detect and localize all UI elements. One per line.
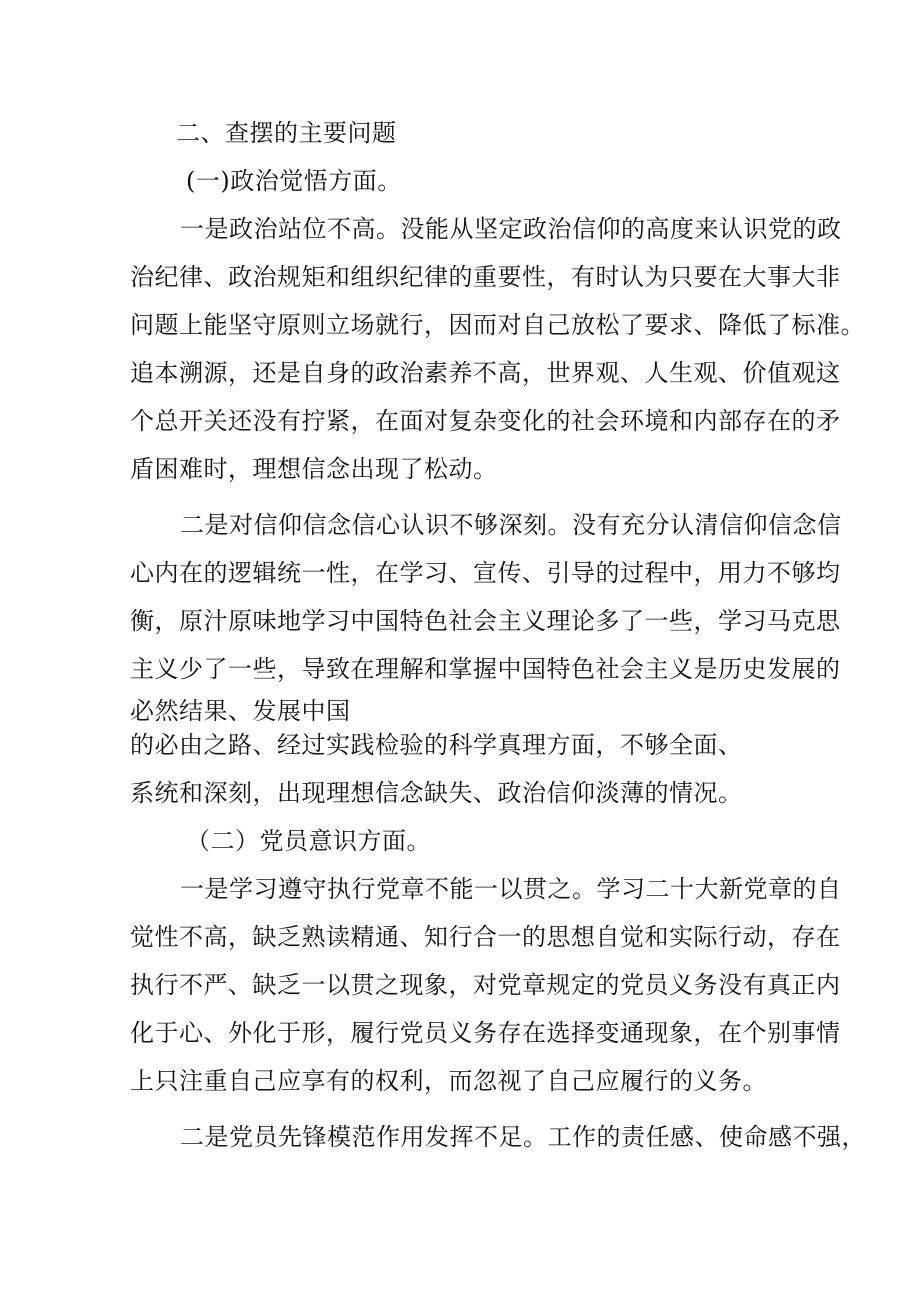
paragraph-line: 追本溯源，还是自身的政治素养不高，世界观、人生观、价值观这 xyxy=(130,359,841,387)
paragraph-line: 一是学习遵守执行党章不能一以贯之。学习二十大新党章的自 xyxy=(180,875,842,903)
paragraph-line: 治纪律、政治规矩和组织纪律的重要性，有时认为只要在大事大非 xyxy=(130,263,841,291)
paragraph-line: 上只注重自己应享有的权利，而忽视了自己应履行的义务。 xyxy=(130,1067,767,1095)
paragraph-line: 一是政治站位不高。没能从坚定政治信仰的高度来认识党的政 xyxy=(180,215,842,243)
paragraph-line: 执行不严、缺乏一以贯之现象，对党章规定的党员义务没有真正内 xyxy=(130,971,841,999)
paragraph-line: 衡，原汁原味地学习中国特色社会主义理论多了一些，学习马克思 xyxy=(130,607,841,635)
paragraph-line: 必然结果、发展中国 xyxy=(130,697,351,725)
paragraph-line: 化于心、外化于形，履行党员义务存在选择变通现象，在个别事情 xyxy=(130,1019,841,1047)
paragraph-line: 二是对信仰信念信心认识不够深刻。没有充分认清信仰信念信 xyxy=(180,511,842,539)
paragraph-line: 系统和深刻，出现理想信念缺失、政治信仰淡薄的情况。 xyxy=(130,779,743,807)
subsection-heading-party-member: （二）党员意识方面。 xyxy=(186,827,431,855)
section-heading: 二、查摆的主要问题 xyxy=(176,119,397,147)
paragraph-line: 二是党员先锋模范作用发挥不足。工作的责任感、使命感不强， xyxy=(180,1123,866,1151)
paragraph-line: 盾困难时，理想信念出现了松动。 xyxy=(130,455,498,483)
paragraph-line: 主义少了一些，导致在理解和掌握中国特色社会主义是历史发展的 xyxy=(130,655,841,683)
paragraph-line: 个总开关还没有拧紧，在面对复杂变化的社会环境和内部存在的矛 xyxy=(130,407,841,435)
paragraph-line: 觉性不高，缺乏熟读精通、知行合一的思想自觉和实际行动，存在 xyxy=(130,923,841,951)
paragraph-line: 的必由之路、经过实践检验的科学真理方面，不够全面、 xyxy=(130,731,743,759)
paragraph-line: 心内在的逻辑统一性，在学习、宣传、引导的过程中，用力不够均 xyxy=(130,559,841,587)
paragraph-line: 问题上能坚守原则立场就行，因而对自己放松了要求、降低了标准。 xyxy=(130,311,865,339)
subsection-heading-political: (一)政治觉悟方面。 xyxy=(186,167,402,195)
